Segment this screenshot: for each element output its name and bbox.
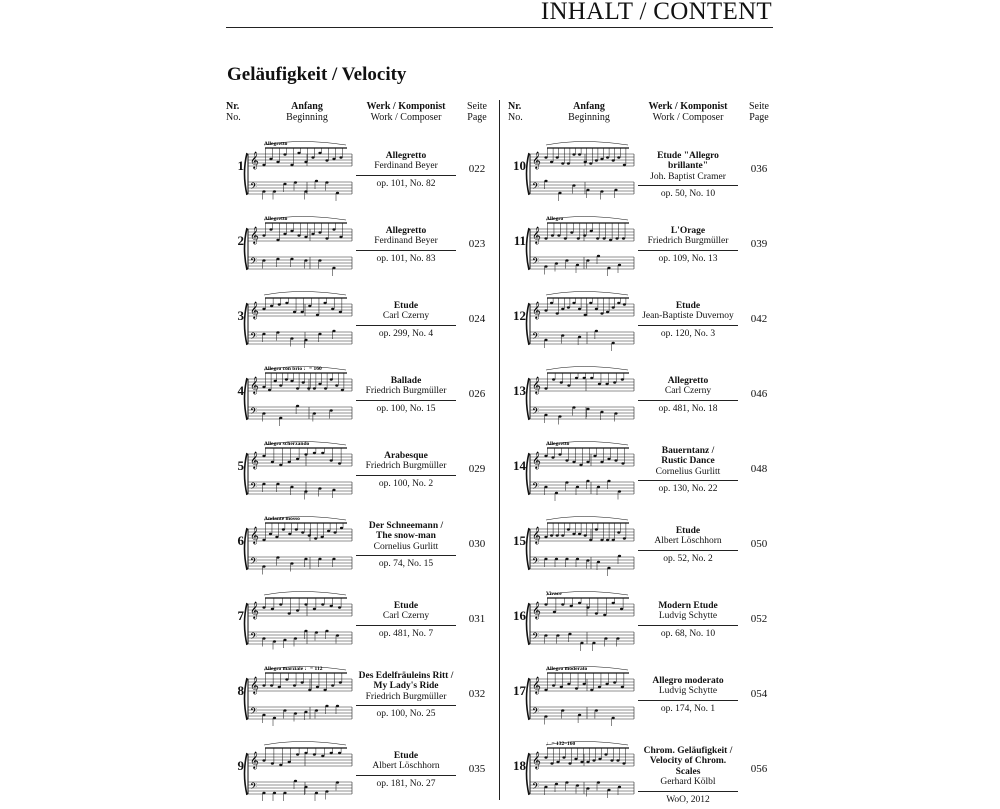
entry-title: Etude — [393, 750, 419, 761]
incipit-thumbnail — [242, 361, 358, 429]
entry-divider — [638, 550, 738, 551]
bass-clef-icon: 𝄢 — [532, 256, 540, 269]
entry-title: Etude — [393, 300, 419, 311]
entry-composer: Jean-Baptiste Duvernoy — [642, 311, 734, 322]
tempo-marking: Allegro moderato — [546, 666, 588, 672]
incipit-thumbnail — [524, 436, 640, 504]
entry-composer: Friedrich Burgmüller — [365, 386, 447, 397]
entry-composer: Carl Czerny — [382, 611, 430, 622]
header-page: Seite Page — [467, 101, 487, 123]
treble-clef-icon: 𝄞 — [250, 526, 259, 544]
toc-entry[interactable] — [508, 436, 774, 504]
toc-entry[interactable] — [226, 661, 492, 729]
entry-info — [356, 226, 456, 265]
entry-divider — [356, 325, 456, 326]
column-divider — [499, 100, 500, 800]
music-incipit — [242, 586, 358, 654]
header-beginning: Anfang Beginning — [286, 101, 328, 123]
treble-clef-icon: 𝄞 — [532, 301, 541, 319]
entry-page-number: 035 — [468, 763, 486, 775]
incipit-thumbnail — [242, 586, 358, 654]
toc-entry[interactable] — [508, 286, 774, 354]
music-incipit — [242, 361, 358, 429]
entry-number: 10 — [513, 158, 526, 173]
incipit-thumbnail — [524, 361, 640, 429]
bass-clef-icon: 𝄢 — [532, 406, 540, 419]
bass-clef-icon: 𝄢 — [532, 556, 540, 569]
entry-info — [638, 226, 738, 265]
treble-clef-icon: 𝄞 — [250, 301, 259, 319]
entry-divider — [356, 625, 456, 626]
treble-clef-icon: 𝄞 — [250, 601, 259, 619]
entry-page-number: 048 — [750, 463, 768, 475]
incipit-thumbnail — [242, 436, 358, 504]
entry-composer: Ludvig Schytte — [658, 686, 718, 697]
entry-info — [638, 601, 738, 640]
bass-clef-icon: 𝄢 — [532, 331, 540, 344]
entry-composer: Friedrich Burgmüller — [647, 236, 729, 247]
toc-entry[interactable] — [508, 211, 774, 279]
music-incipit — [524, 136, 640, 204]
entry-page-number: 042 — [750, 313, 768, 325]
entry-title: Chrom. Geläufigkeit / Velocity of Chrom. Scales — [643, 745, 733, 777]
entry-divider — [356, 475, 456, 476]
header-divider — [226, 27, 773, 28]
entry-composer: Friedrich Burgmüller — [365, 461, 447, 472]
entry-title: Der Schneemann / The snow-man — [368, 520, 444, 541]
music-incipit — [242, 136, 358, 204]
entry-title: Etude — [675, 525, 701, 536]
entry-info — [638, 526, 738, 565]
entry-number: 14 — [513, 458, 526, 473]
entry-title: Allegretto — [385, 150, 427, 161]
entry-composer: Gerhard Kölbl — [660, 777, 716, 787]
treble-clef-icon: 𝄞 — [250, 751, 259, 769]
bass-clef-icon: 𝄢 — [250, 706, 258, 719]
tempo-marking: Allegro — [546, 216, 564, 222]
entry-page-number: 056 — [750, 763, 768, 775]
entry-opus: op. 100, No. 15 — [376, 403, 436, 414]
music-incipit — [524, 586, 640, 654]
treble-clef-icon: 𝄞 — [532, 151, 541, 169]
incipit-thumbnail — [524, 211, 640, 279]
entry-page-number: 030 — [468, 538, 486, 550]
entry-info — [638, 446, 738, 495]
entry-info — [356, 301, 456, 340]
entry-number: 9 — [237, 758, 244, 773]
entry-info — [356, 671, 456, 720]
header-work-composer: Werk / Komponist Work / Composer — [648, 101, 728, 123]
entry-opus: WoO, 2012 — [666, 794, 710, 805]
entry-number: 16 — [513, 608, 526, 623]
entry-info — [356, 601, 456, 640]
entry-title: Arabesque — [384, 450, 428, 461]
music-incipit — [524, 361, 640, 429]
entry-title: Allegro moderato — [652, 675, 724, 686]
entry-info — [356, 751, 456, 790]
treble-clef-icon: 𝄞 — [532, 601, 541, 619]
entry-info — [638, 676, 738, 715]
treble-clef-icon: 𝄞 — [532, 676, 541, 694]
entry-number: 11 — [513, 233, 526, 248]
entry-opus: op. 120, No. 3 — [660, 328, 716, 339]
bass-clef-icon: 𝄢 — [532, 631, 540, 644]
music-incipit — [524, 661, 640, 729]
entry-divider — [638, 185, 738, 186]
tempo-marking: Vivace — [546, 591, 562, 597]
toc-entry[interactable] — [508, 661, 774, 729]
entry-opus: op. 130, No. 22 — [658, 484, 718, 494]
entry-divider — [638, 325, 738, 326]
music-incipit — [524, 211, 640, 279]
toc-entry[interactable] — [508, 361, 774, 429]
entry-composer: Friedrich Burgmüller — [365, 691, 447, 702]
bass-clef-icon: 𝄢 — [250, 406, 258, 419]
entry-number: 15 — [513, 533, 526, 548]
entry-info — [638, 301, 738, 340]
toc-entry[interactable] — [226, 586, 492, 654]
entry-page-number: 039 — [750, 238, 768, 250]
music-incipit — [242, 511, 358, 579]
treble-clef-icon: 𝄞 — [532, 226, 541, 244]
bass-clef-icon: 𝄢 — [250, 331, 258, 344]
tempo-marking: Allegro con brio ♩= 160 — [264, 366, 322, 372]
header-work-composer: Werk / Komponist Work / Composer — [366, 101, 446, 123]
entry-divider — [356, 705, 456, 706]
bass-clef-icon: 𝄢 — [532, 181, 540, 194]
tempo-marking: Allegro marziale ♩= 112 — [264, 666, 323, 672]
tempo-marking: Allegretto — [546, 441, 570, 447]
bass-clef-icon: 𝄢 — [532, 706, 540, 719]
entry-number: 17 — [513, 683, 526, 698]
entry-composer: Joh. Baptist Cramer — [650, 171, 726, 182]
entry-page-number: 029 — [468, 463, 486, 475]
toc-entry[interactable] — [226, 436, 492, 504]
entry-number: 5 — [237, 458, 244, 473]
entry-number: 6 — [237, 533, 244, 548]
bass-clef-icon: 𝄢 — [532, 781, 540, 794]
entry-number: 1 — [237, 158, 244, 173]
entry-opus: op. 101, No. 82 — [376, 178, 436, 189]
music-incipit — [242, 211, 358, 279]
treble-clef-icon: 𝄞 — [250, 676, 259, 694]
entry-opus: op. 101, No. 83 — [376, 253, 436, 264]
bass-clef-icon: 𝄢 — [250, 481, 258, 494]
entry-info — [638, 746, 738, 806]
entry-page-number: 031 — [468, 613, 486, 625]
tempo-marking: Andante mosso — [264, 516, 300, 522]
bass-clef-icon: 𝄢 — [250, 256, 258, 269]
music-incipit — [524, 436, 640, 504]
tempo-marking: ♩= 132–160 — [546, 741, 576, 747]
entry-info — [356, 521, 456, 570]
section-title: Geläufigkeit / Velocity — [227, 64, 407, 85]
entry-page-number: 046 — [750, 388, 768, 400]
entry-number: 2 — [237, 233, 244, 248]
entry-page-number: 024 — [468, 313, 486, 325]
entry-divider — [356, 555, 456, 556]
entry-page-number: 022 — [468, 163, 486, 175]
entry-composer: Albert Löschhorn — [372, 761, 440, 772]
bass-clef-icon: 𝄢 — [250, 781, 258, 794]
entry-opus: op. 68, No. 10 — [660, 628, 716, 639]
entry-divider — [638, 400, 738, 401]
header-nr: Nr. No. — [226, 101, 241, 123]
entry-divider — [638, 480, 738, 481]
entry-number: 7 — [237, 608, 244, 623]
incipit-thumbnail — [242, 511, 358, 579]
entry-divider — [356, 400, 456, 401]
music-incipit — [524, 511, 640, 579]
entry-divider — [356, 250, 456, 251]
entry-divider — [638, 700, 738, 701]
entry-composer: Ludvig Schytte — [658, 611, 718, 622]
bass-clef-icon: 𝄢 — [250, 631, 258, 644]
incipit-thumbnail — [524, 736, 640, 804]
entry-number: 8 — [237, 683, 244, 698]
entry-info — [356, 376, 456, 415]
entry-info — [356, 151, 456, 190]
treble-clef-icon: 𝄞 — [532, 376, 541, 394]
entry-opus: op. 181, No. 27 — [376, 778, 436, 789]
entry-page-number: 036 — [750, 163, 768, 175]
entry-title: Allegretto — [385, 225, 427, 236]
header-nr: Nr. No. — [508, 101, 523, 123]
music-incipit — [524, 286, 640, 354]
treble-clef-icon: 𝄞 — [532, 451, 541, 469]
music-incipit — [242, 286, 358, 354]
entry-title: Etude — [675, 300, 701, 311]
entry-opus: op. 100, No. 25 — [376, 709, 436, 719]
page-title: INHALT / CONTENT — [540, 0, 772, 25]
entry-composer: Cornelius Gurlitt — [373, 541, 439, 552]
treble-clef-icon: 𝄞 — [250, 151, 259, 169]
incipit-thumbnail — [242, 286, 358, 354]
entry-info — [356, 451, 456, 490]
entry-title: Etude — [393, 600, 419, 611]
treble-clef-icon: 𝄞 — [250, 226, 259, 244]
incipit-thumbnail — [524, 286, 640, 354]
entry-opus: op. 50, No. 10 — [660, 189, 716, 200]
incipit-thumbnail — [524, 661, 640, 729]
entry-divider — [638, 791, 738, 792]
entry-title: Modern Etude — [658, 600, 718, 611]
incipit-thumbnail — [524, 136, 640, 204]
tempo-marking: Allegretto — [264, 216, 288, 222]
toc-entry[interactable] — [226, 511, 492, 579]
header-beginning: Anfang Beginning — [568, 101, 610, 123]
entry-info — [638, 376, 738, 415]
entry-opus: op. 100, No. 2 — [378, 478, 434, 489]
toc-entry[interactable] — [508, 511, 774, 579]
entry-page-number: 026 — [468, 388, 486, 400]
entry-page-number: 050 — [750, 538, 768, 550]
toc-entry[interactable] — [226, 736, 492, 804]
incipit-thumbnail — [242, 661, 358, 729]
entry-composer: Carl Czerny — [382, 311, 430, 322]
entry-composer: Carl Czerny — [664, 386, 712, 397]
entry-opus: op. 109, No. 13 — [658, 253, 718, 264]
treble-clef-icon: 𝄞 — [532, 526, 541, 544]
entry-title: Bauerntanz / Rustic Dance — [661, 445, 715, 466]
music-incipit — [242, 736, 358, 804]
entry-title: Des Edelfräuleins Ritt / My Lady's Ride — [358, 670, 454, 691]
right-column-header — [508, 102, 774, 128]
entry-composer: Ferdinand Beyer — [374, 161, 438, 172]
entry-number: 18 — [513, 758, 526, 773]
entry-divider — [638, 250, 738, 251]
toc-entry[interactable] — [226, 361, 492, 429]
entry-number: 13 — [513, 383, 526, 398]
music-incipit — [242, 436, 358, 504]
toc-entry[interactable] — [226, 286, 492, 354]
toc-entry[interactable] — [508, 736, 774, 804]
incipit-thumbnail — [242, 136, 358, 204]
entry-opus: op. 299, No. 4 — [378, 328, 434, 339]
header-page: Seite Page — [749, 101, 769, 123]
entry-page-number: 032 — [468, 688, 486, 700]
tempo-marking: Allegretto — [264, 141, 288, 147]
entry-divider — [356, 775, 456, 776]
entry-page-number: 023 — [468, 238, 486, 250]
treble-clef-icon: 𝄞 — [250, 451, 259, 469]
entry-divider — [356, 175, 456, 176]
entry-page-number: 054 — [750, 688, 768, 700]
music-incipit — [242, 661, 358, 729]
toc-entry[interactable] — [508, 136, 774, 204]
entry-number: 4 — [237, 383, 244, 398]
toc-entry[interactable] — [226, 136, 492, 204]
entry-opus: op. 481, No. 7 — [378, 628, 434, 639]
entry-title: Ballade — [390, 375, 422, 386]
entry-opus: op. 174, No. 1 — [660, 703, 716, 714]
entry-opus: op. 52, No. 2 — [663, 553, 713, 564]
tempo-marking: Allegro scherzando — [264, 441, 310, 447]
entry-title: Etude "Allegro brillante" — [657, 150, 719, 172]
bass-clef-icon: 𝄢 — [250, 181, 258, 194]
entry-title: Allegretto — [667, 375, 709, 386]
incipit-thumbnail — [242, 736, 358, 804]
right-column — [508, 101, 774, 805]
incipit-thumbnail — [524, 511, 640, 579]
left-column — [226, 102, 492, 800]
left-column-header — [226, 102, 492, 128]
entry-divider — [638, 625, 738, 626]
entry-number: 3 — [237, 308, 244, 323]
incipit-thumbnail — [242, 211, 358, 279]
entry-info — [638, 151, 738, 200]
entry-composer: Cornelius Gurlitt — [655, 466, 721, 477]
treble-clef-icon: 𝄞 — [250, 376, 259, 394]
entry-opus: op. 74, No. 15 — [378, 559, 434, 569]
bass-clef-icon: 𝄢 — [532, 481, 540, 494]
bass-clef-icon: 𝄢 — [250, 556, 258, 569]
treble-clef-icon: 𝄞 — [532, 751, 541, 769]
toc-entry[interactable] — [226, 211, 492, 279]
entry-opus: op. 481, No. 18 — [658, 403, 718, 414]
entry-title: L'Orage — [670, 225, 706, 236]
entry-composer: Albert Löschhorn — [654, 536, 722, 547]
entry-number: 12 — [513, 308, 526, 323]
incipit-thumbnail — [524, 586, 640, 654]
entry-page-number: 052 — [750, 613, 768, 625]
toc-entry[interactable] — [508, 586, 774, 654]
entry-composer: Ferdinand Beyer — [374, 236, 438, 247]
music-incipit — [524, 736, 640, 804]
